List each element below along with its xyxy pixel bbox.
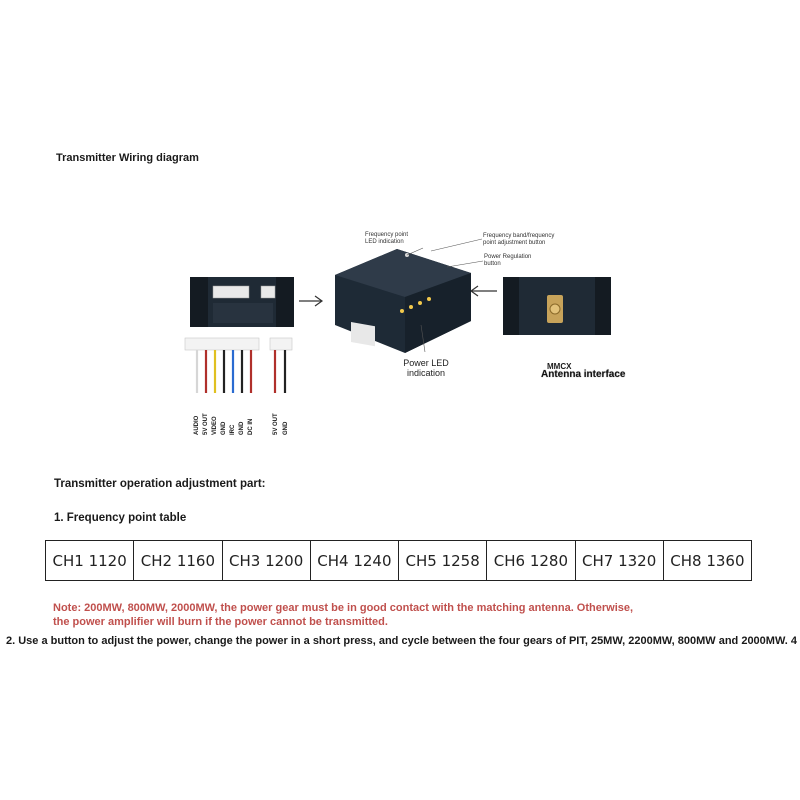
wire-label: IRC — [230, 424, 236, 435]
label-frequency-band-button: Frequency band/frequency point adjustment button — [483, 233, 555, 246]
connector-module-left — [190, 277, 294, 327]
label-power-led: Power LED indication — [403, 358, 449, 378]
page-title: Transmitter Wiring diagram — [56, 152, 199, 164]
wire-label: GND — [283, 421, 289, 435]
table-cell: CH8 1360 — [663, 541, 751, 581]
table-cell: CH7 1320 — [575, 541, 663, 581]
wire-label: GND — [239, 421, 245, 435]
arrow-right — [471, 286, 497, 296]
note-line: Note: 200MW, 800MW, 2000MW, the power gear must be in good contact with the matching antenna. Otherwise, — [53, 602, 634, 614]
transmitter-body — [335, 249, 471, 353]
table-cell: CH5 1258 — [399, 541, 487, 581]
power-adjust-instruction: 2. Use a button to adjust the power, change the power in a short press, and cycle between the four gears of PIT, 25MW, 2200MW, 800MW and 2000MW. 4 — [6, 635, 797, 647]
wire-label: 5V OUT — [273, 413, 279, 435]
table-cell: CH2 1160 — [134, 541, 222, 581]
table-cell: CH4 1240 — [310, 541, 398, 581]
plug-left — [185, 338, 292, 350]
wire-label: 5V OUT — [203, 413, 209, 435]
section-heading: Transmitter operation adjustment part: — [54, 478, 266, 490]
wiring-diagram — [175, 215, 635, 435]
wire-label: GND — [221, 421, 227, 435]
arrow-left — [299, 296, 322, 306]
table-cell: CH1 1120 — [46, 541, 134, 581]
frequency-table — [45, 540, 752, 581]
frequency-table-heading: 1. Frequency point table — [54, 512, 187, 524]
table-row — [46, 541, 752, 581]
label-frequency-point-led: Frequency point LED indication — [365, 232, 409, 245]
warning-note — [53, 601, 633, 629]
label-mmcx: MMCX — [547, 362, 572, 371]
table-cell: CH3 1200 — [222, 541, 310, 581]
label-antenna-interface: Antenna interface — [541, 369, 626, 380]
antenna-module — [503, 277, 611, 335]
wire-label: DC IN — [248, 418, 254, 435]
wire-label: VIDEO — [212, 416, 218, 435]
table-cell: CH6 1280 — [487, 541, 575, 581]
note-line: the power amplifier will burn if the power cannot be transmitted. — [53, 616, 388, 628]
label-power-regulation-button: Power Regulation button — [484, 254, 532, 267]
wires — [197, 350, 285, 393]
wire-label: AUDIO — [194, 415, 200, 435]
